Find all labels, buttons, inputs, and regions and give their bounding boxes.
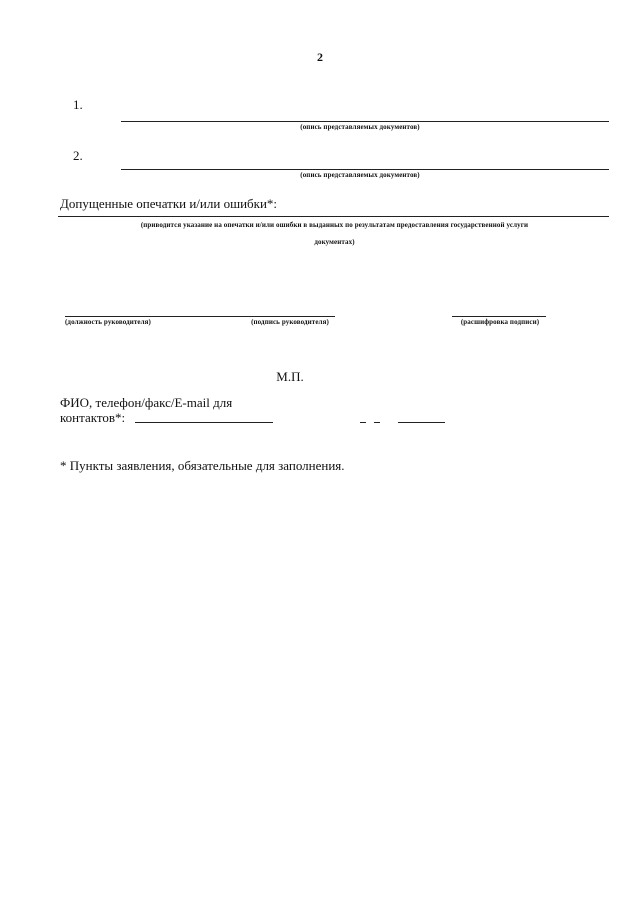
decryption-caption: (расшифровка подписи) <box>460 318 540 326</box>
contacts-field-line[interactable] <box>135 422 273 423</box>
contacts-label-line-2: контактов*: <box>60 410 126 425</box>
decryption-line[interactable] <box>452 316 546 317</box>
contacts-field-mark-1 <box>360 422 366 423</box>
errors-caption-line-1: (приводится указание на опечатки и/или ошибки в выданных по результатам предоставления государственной услуги <box>140 221 529 229</box>
errors-label: Допущенные опечатки и/или ошибки*: <box>60 196 278 211</box>
stamp-label: М.П. <box>276 369 304 384</box>
page-number: 2 <box>317 50 323 64</box>
errors-line[interactable] <box>58 216 609 217</box>
contacts-label-line-1: ФИО, телефон/факс/E-mail для <box>60 395 233 410</box>
signature-line[interactable] <box>65 316 335 317</box>
item-1-caption: (опись представляемых документов) <box>300 123 420 131</box>
item-1-line[interactable] <box>121 121 609 122</box>
item-2-line[interactable] <box>121 169 609 170</box>
item-2-number: 2. <box>73 148 83 163</box>
position-caption: (должность руководителя) <box>65 318 151 326</box>
item-2-caption: (опись представляемых документов) <box>300 171 420 179</box>
signature-caption: (подпись руководителя) <box>251 318 329 326</box>
item-1-number: 1. <box>73 97 83 112</box>
errors-caption-line-2: документах) <box>314 238 355 246</box>
footnote: * Пункты заявления, обязательные для заполнения. <box>60 458 345 473</box>
contacts-field-line-2[interactable] <box>398 422 445 423</box>
contacts-field-mark-2 <box>374 422 380 423</box>
